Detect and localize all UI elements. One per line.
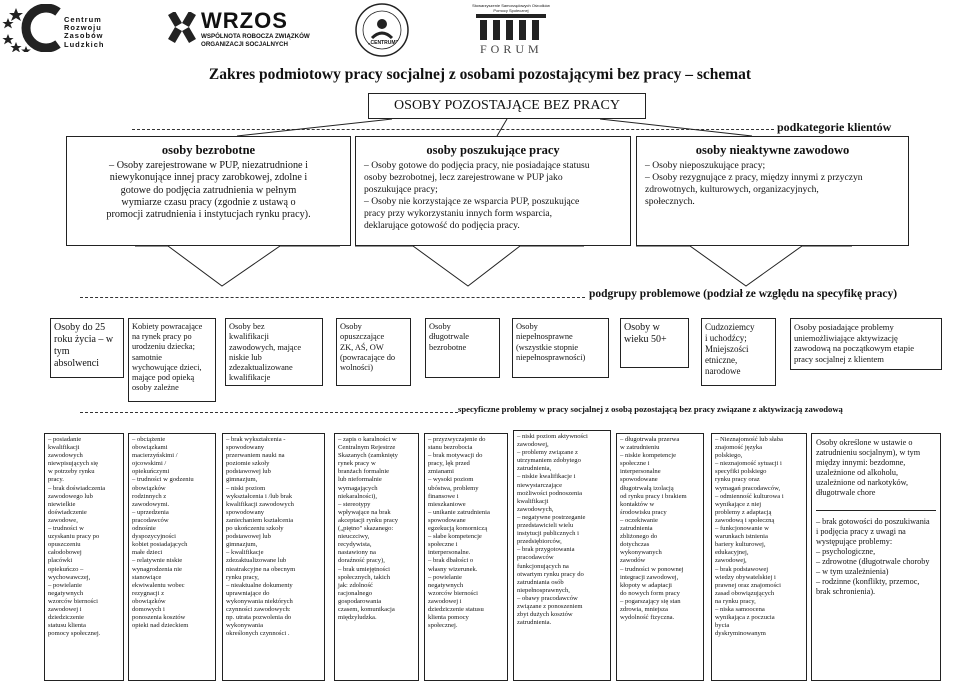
category-title: osoby nieaktywne zawodowo [695, 143, 850, 157]
subcat-label: podkategorie klientów [777, 120, 892, 134]
category-box-nieaktywne [636, 136, 909, 246]
problem-box: – Nieznajomość lub słaba znajomość języka polskiego, – nieznajomość sytuacji i specyfiki polskiego rynku pracy oraz wymagań pracodawców, – odmienność kulturowa i wynikające z niej problemy z adaptacją zawodową i społeczną – funkcjonowanie w warunkach istnienia bariery kulturowej, edukacyjnej, zawodowej, – brak podstawowej wiedzy obywatelskiej i prawnej oraz znajomości zasad obowiązujących na rynku pracy, – niska samoocena wynikająca z poczucia bycia dyskryminowanym [711, 433, 807, 681]
subgroup-box: Osoby niepełnosprawne (wszystkie stopnie niepełnosprawności) [512, 318, 609, 378]
subgroup-box: Osoby posiadające problemy uniemożliwiające aktywizację zawodową na początkowym etapie pracy socjalnej z klientem [790, 318, 942, 370]
wrzos-sub-2: ORGANIZACJI SOCJALNYCH [201, 41, 288, 48]
subgroups-label: podgrupy problemowe (podział ze względu na specyfikę pracy) [589, 288, 898, 300]
subgroup-box: Osoby opuszczające ZK, AŚ, OW (powracające do wolności) [336, 318, 411, 386]
problem-box: – brak wykształcenia - spowodowany przerwaniem nauki na poziomie szkoły podstawowej lub gimnazjum, – niski poziom wykształcenia i /lub brak kwalifikacji zawodowych spowodowany zaniechaniem kształcenia po ukończeniu szkoły podstawowej lub gimnazjum, – kwalifikacje zdezaktualizowane lub nieatrakcyjne na obecnym rynku pracy, – nieaktualne dokumenty uprawniające do wykonywania niektórych czynności zawodowych: np. utrata pozwolenia do wykonywania określonych czynności . [222, 433, 325, 681]
problem-box: – przyzwyczajenie do stanu bezrobocia – brak motywacji do pracy, lęk przed zmianami – wysoki poziom ubóstwa, problemy finansowe i mieszkaniowe – unikanie zatrudnienia spowodowane egzekucją komorniczą – słabe kompetencje społeczne i interpersonalne. – brak dbałości o własny wizerunek. – powielanie negatywnych wzorców bierności zawodowej i dziedziczenie statusu klienta pomocy społecznej. [424, 433, 508, 681]
czrl-line-2: Rozwoju [64, 23, 102, 33]
specific-label: specyficzne problemy w pracy socjalnej z osobą pozostającą bez pracy związane z aktywizacją zawodową [458, 404, 843, 414]
top-box-label: OSOBY POZOSTAJĄCE BEZ PRACY [394, 98, 620, 113]
category-body: – Osoby gotowe do podjęcia pracy, nie posiadające statusu osoby bezrobotnej, lecz zarejestrowane w PUP jako poszukujące pracy; – Osoby nie korzystające ze wsparcia PUP, poszukujące pracy przy wykorzystaniu innych form wsparcia, deklarujące gotowość do podjęcia pracy. [364, 160, 590, 231]
wrzos-name: WRZOS [201, 8, 288, 33]
problem-box: – posiadanie kwalifikacji zawodowych niewpisujących się w potrzeby rynku pracy. – brak doświadczenia zawodowego lub niewielkie doświadczenie zawodowe, – trudności w uzyskaniu pracy po opuszczeniu całodobowej placówki opiekuńczo – wychowawczej, – powielanie negatywnych wzorców bierności zawodowej i dziedziczenie statusu klienta pomocy społecznej. [44, 433, 124, 681]
wrzos-sub-1: WSPÓLNOTA ROBOCZA ZWIĄZKÓW [201, 33, 310, 40]
subgroup-box: Osoby w wieku 50+ [620, 318, 689, 368]
category-body: – Osoby zarejestrowane w PUP, niezatrudnione i niewykonujące innej pracy zarobkowej, zdolne i gotowe do podjęcia zatrudnienia w pełnym wymiarze czasu pracy (zgodnie z ustawą o promocji zatrudnienia i instytucjach rynku pracy). [106, 160, 311, 221]
subgroup-box: Osoby długotrwale bezrobotne [425, 318, 500, 378]
forum-name: FORUM [480, 42, 543, 56]
subgroup-box: Kobiety powracające na rynek pracy po urodzeniu dziecka; samotnie wychowujące dzieci, mające pod opieką osoby zależne [128, 318, 216, 402]
problem-box-last [811, 433, 941, 681]
subgroups-dashline [80, 297, 585, 298]
page-title: Zakres podmiotowy pracy socjalnej z osobami pozostającymi bez pracy – schemat [208, 66, 752, 83]
category-title: osoby bezrobotne [161, 143, 256, 157]
subgroup-box: Osoby do 25 roku życia – w tym absolwenci [50, 318, 124, 378]
specific-dashline [80, 412, 458, 413]
category-body: – Osoby nieposzukujące pracy; – Osoby rezygnujące z pracy, między innymi z przyczyn zdrowotnych, kulturowych, organizacyjnych, społecznych. [645, 160, 863, 207]
subgroup-box: Cudzoziemcy i uchodźcy; Mniejszości etniczne, narodowe [701, 318, 776, 386]
forum-top-text: Stowarzyszenie Samorządowych Ośrodków Pomocy Społecznej [472, 3, 550, 13]
czrl-line-3: Zasobów [64, 31, 104, 41]
category-box-poszukujace [355, 136, 631, 246]
czrl-line-1: Centrum [64, 15, 102, 24]
problem-box: – niski poziom aktywności zawodowej, – problemy związane z utrzymaniem zdobytego zatrudnienia, – niskie kwalifikacje i niewystarczające możliwości podnoszenia kwalifikacji zawodowych, – negatywne postrzeganie przedstawicieli wielu instytucji publicznych i przedsiębiorców, – brak przygotowania pracodawców funkcjonujących na otwartym rynku pracy do zatrudniania osób niepełnosprawnych, – obawy pracodawców związane z ponoszeniem zbyt dużych kosztów zatrudnienia. [513, 430, 611, 681]
subgroup-box: Osoby bez kwalifikacji zawodowych, mające niskie lub zdezaktualizowane kwalifikacje [225, 318, 323, 386]
category-title: osoby poszukujące pracy [426, 143, 560, 157]
czrl-line-4: Ludzkich [64, 39, 105, 49]
problem-box: – zapis o karalności w Centralnym Rejestrze Skazanych (zamknięty rynek pracy w branżach formalnie lub nieformalnie wymagających niekaralności), – stereotypy wpływające na brak akceptacji rynku pracy („piętno" skazanego: nieuczciwy, recydywista, nastawiony na doraźność pracy), – brak umiejętności społecznych, takich jak: zdolność racjonalnego gospodarowania czasem, komunikacja międzyludzka. [334, 433, 419, 681]
category-box-bezrobotne [66, 136, 351, 246]
problem-last-top: Osoby określone w ustawie o zatrudnieniu socjalnym), w tym między innymi: bezdomne, uzależnione od alkoholu, uzależnione od narkotyków, długotrwale chore [816, 438, 921, 497]
centrum-label: „CENTRUM" [368, 40, 398, 46]
problem-last-bottom: – brak gotowości do poszukiwania i podjęcia pracy z uwagi na występujące problemy: – psychologiczne, – zdrowotne (długotrwale choroby – w tym uzależnienia) – rodzinne (konflikty, przemoc, brak schronienia). [816, 510, 936, 597]
problem-box: – długotrwała przerwa w zatrudnieniu – niskie kompetencje społeczne i interpersonalne spowodowane długotrwałą izolacją od rynku pracy i brakiem kontaktów w środowisku pracy – oczekiwanie zatrudnienia zbliżonego do dotychczas wykonywanych zawodów – trudności w ponownej integracji zawodowej, kłopoty w adaptacji do nowych form pracy – pogarszający się stan zdrowia, mniejsza wydolność fizyczna. [616, 433, 704, 681]
problem-box: – obciążenie obowiązkami macierzyńskimi / ojcowskimi / opiekuńczymi – trudności w godzeniu obowiązków rodzinnych z zawodowymi. – uprzedzenia pracodawców odnośnie dyspozycyjności kobiet posiadających małe dzieci – relatywnie niskie wynagrodzenia nie stanowiące ekwiwalentu wobec rezygnacji z obowiązków domowych i ponoszenia kosztów opieki nad dzieckiem [128, 433, 216, 681]
